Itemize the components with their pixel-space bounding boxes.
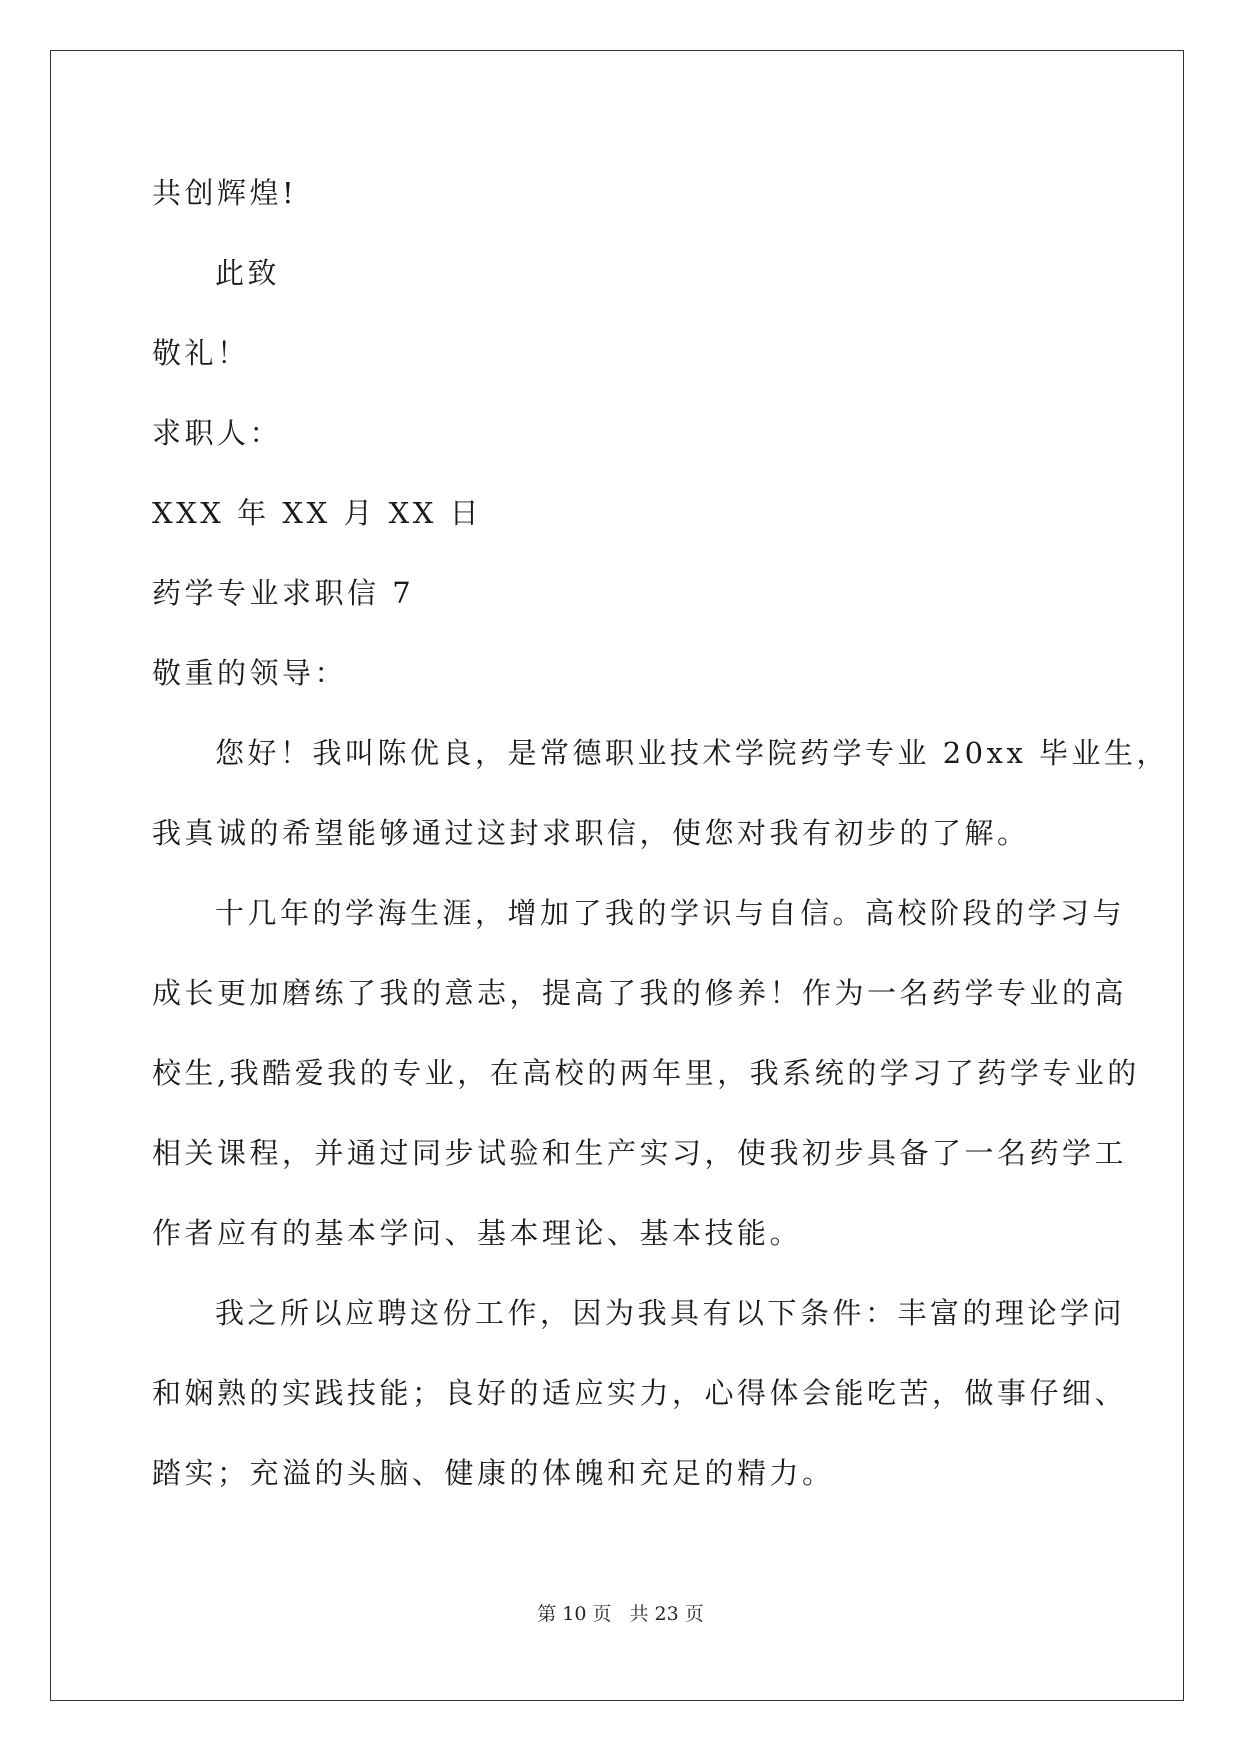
salutation-cizhi: 此致 <box>215 256 281 290</box>
letter-title: 药学专业求职信 7 <box>152 576 415 610</box>
greeting: 敬重的领导： <box>152 656 348 690</box>
paragraph-line: 踏实；充溢的头脑、健康的体魄和充足的精力。 <box>152 1456 835 1490</box>
applicant-label: 求职人： <box>152 416 283 450</box>
paragraph-line: 我真诚的希望能够通过这封求职信，使您对我有初步的了解。 <box>152 816 1030 850</box>
paragraph-line: 和娴熟的实践技能；良好的适应实力，心得体会能吃苦，做事仔细、 <box>152 1376 1128 1410</box>
paragraph-line: 我之所以应聘这份工作，因为我具有以下条件：丰富的理论学问 <box>215 1296 1126 1330</box>
closing-line: 共创辉煌! <box>152 176 298 210</box>
page-number: 第 10 页 <box>537 1603 612 1625</box>
paragraph-line: 相关课程，并通过同步试验和生产实习，使我初步具备了一名药学工 <box>152 1136 1128 1170</box>
date-line: XXX 年 XX 月 XX 日 <box>152 496 483 530</box>
page-footer <box>0 1601 1241 1627</box>
paragraph-line: 成长更加磨练了我的意志，提高了我的修养！作为一名药学专业的高 <box>152 976 1128 1010</box>
paragraph-line: 十几年的学海生涯，增加了我的学识与自信。高校阶段的学习与 <box>215 896 1126 930</box>
paragraph-line: 您好！我叫陈优良，是常德职业技术学院药学专业 20xx 毕业生， <box>215 736 1170 770</box>
paragraph-line: 校生,我酷爱我的专业，在高校的两年里，我系统的学习了药学专业的 <box>152 1056 1140 1090</box>
salutation-jingli: 敬礼！ <box>152 336 250 370</box>
paragraph-line: 作者应有的基本学问、基本理论、基本技能。 <box>152 1216 803 1250</box>
page-total: 共 23 页 <box>629 1603 704 1625</box>
